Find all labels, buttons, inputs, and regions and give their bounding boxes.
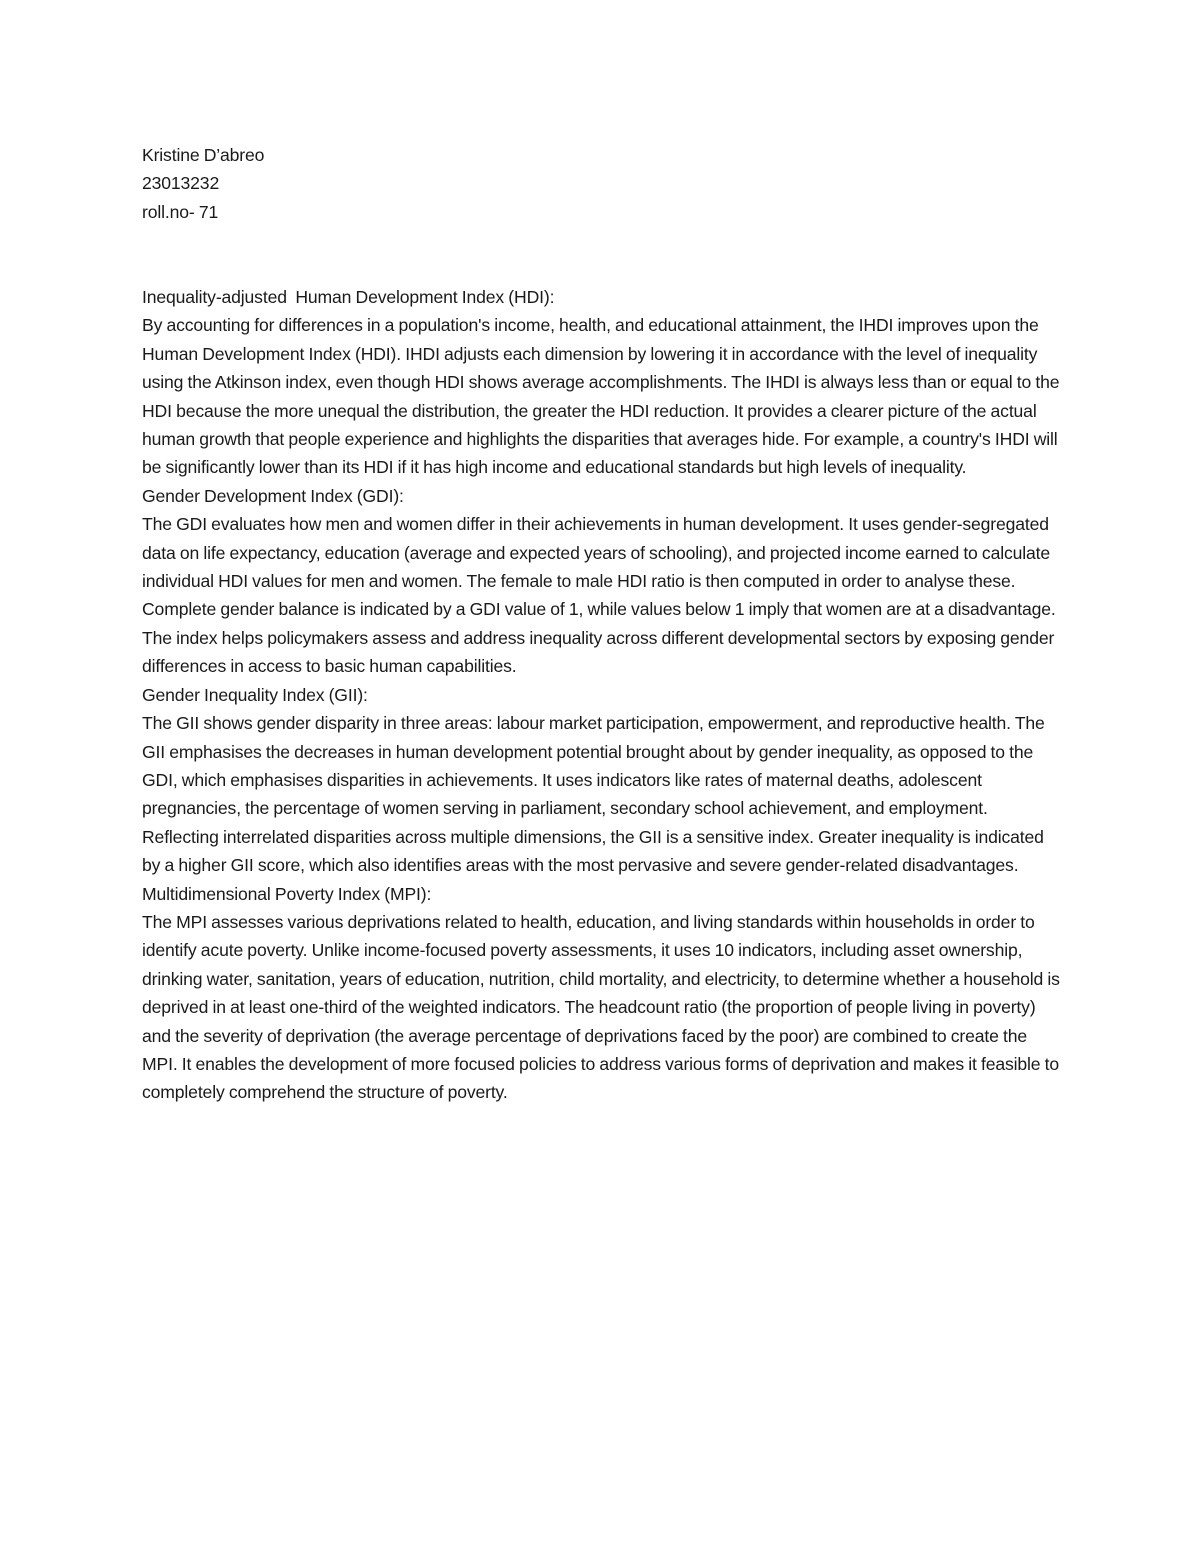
section-heading-gii: Gender Inequality Index (GII): xyxy=(142,684,368,705)
blank-space xyxy=(142,226,1062,283)
section-heading-gdi: Gender Development Index (GDI): xyxy=(142,485,404,506)
section-body-gii: The GII shows gender disparity in three areas: labour market participation, empowerment, and reproductive health. The GII emphasises the decreases in human development potential brought about by gender inequality, as opposed to the GDI, which emphasises disparities in achievements. It uses indicators like rates of maternal deaths, adolescent pregnancies, the percentage of women serving in parliament, secondary school achievement, and employment. Reflecting interrelated disparities across multiple dimensions, the GII is a sensitive index. Greater inequality is indicated by a higher GII score, which also identifies areas with the most pervasive and severe gender-related disadvantages. xyxy=(142,713,1045,876)
student-id: 23013232 xyxy=(142,173,220,194)
section-body-gdi: The GDI evaluates how men and women differ in their achievements in human development. It uses gender-segregated data on life expectancy, education (average and expected years of schooling), and projected income earned to calculate individual HDI values for men and women. The female to male HDI ratio is then computed in order to analyse these. Complete gender balance is indicated by a GDI value of 1, while values below 1 imply that women are at a disadvantage. The index helps policymakers assess and address inequality across different developmental sectors by exposing gender differences in access to basic human capabilities. xyxy=(142,514,1056,677)
roll-number: roll.no- 71 xyxy=(142,201,219,222)
section-heading-ihdi: Inequality-adjusted Human Development Index (HDI): xyxy=(142,287,555,308)
section-body-ihdi: By accounting for differences in a population's income, health, and educational attainment, the IHDI improves upon the Human Development Index (HDI). IHDI adjusts each dimension by lowering it in accordance with the level of inequality using the Atkinson index, even though HDI shows average accomplishments. The IHDI is always less than or equal to the HDI because the more unequal the distribution, the greater the HDI reduction. It provides a clearer picture of the actual human growth that people experience and highlights the disparities that averages hide. For example, a country's IHDI will be significantly lower than its HDI if it has high income and educational standards but high levels of inequality. xyxy=(142,315,1060,478)
author-name: Kristine D’abreo xyxy=(142,145,265,165)
section-heading-mpi: Multidimensional Poverty Index (MPI): xyxy=(142,883,432,904)
section-body-mpi: The MPI assesses various deprivations related to health, education, and living standards within households in order to identify acute poverty. Unlike income-focused poverty assessments, it uses 10 indicators, including asset ownership, drinking water, sanitation, years of education, nutrition, child mortality, and electricity, to determine whether a household is deprived in at least one-third of the weighted indicators. The headcount ratio (the proportion of people living in poverty) and the severity of deprivation (the average percentage of deprivations faced by the poor) are combined to create the MPI. It enables the development of more focused policies to address various forms of deprivation and makes it feasible to completely comprehend the structure of poverty. xyxy=(142,911,1060,1103)
document-body xyxy=(142,141,1062,1107)
